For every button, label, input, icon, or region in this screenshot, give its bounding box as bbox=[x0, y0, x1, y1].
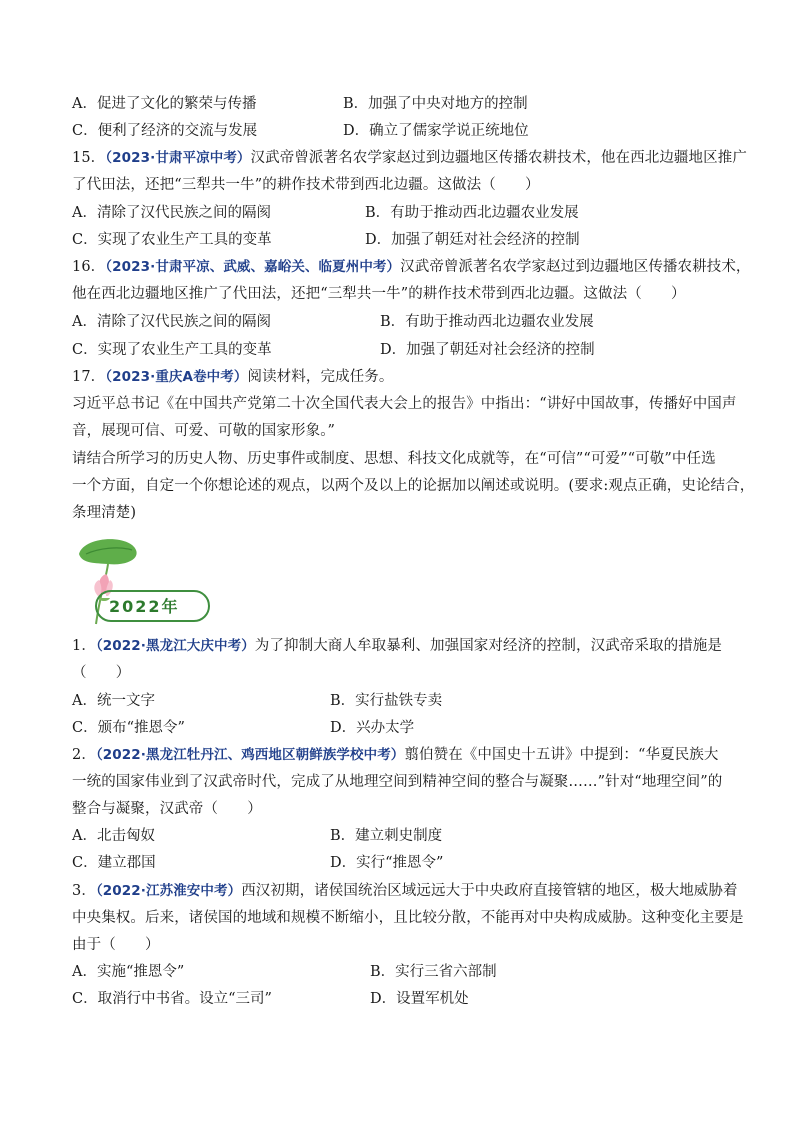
p3-option-c: C．取消行中书省。设立“三司” bbox=[72, 991, 272, 1007]
q16-option-b: B．有助于推动西北边疆农业发展 bbox=[380, 314, 594, 330]
q16-stem-line1 bbox=[72, 257, 751, 277]
q16-number: 16． bbox=[72, 259, 106, 275]
q17-number: 17． bbox=[72, 369, 106, 385]
p2-stem-text: 翦伯赞在《中国史十五讲》中提到：“华夏民族大 bbox=[404, 747, 719, 763]
p3-stem-line2: 中央集权。后来，诸侯国的地域和规模不断缩小，且比较分散，不能再对中央构成威胁。这种变化主要是 bbox=[72, 910, 744, 926]
p3-stem-text: 西汉初期，诸侯国统治区域远远大于中央政府直接管辖的地区，极大地威胁着 bbox=[241, 883, 738, 899]
q16-source: （2023·甘肃平凉、武威、嘉峪关、临夏州中考） bbox=[105, 259, 401, 275]
q16-option-d: D．加强了朝廷对社会经济的控制 bbox=[380, 342, 595, 358]
q15-option-d: D．加强了朝廷对社会经济的控制 bbox=[365, 232, 580, 248]
p3-option-b: B．实行三省六部制 bbox=[370, 964, 497, 980]
q17-task-line2: 一个方面，自定一个你想论述的观点，以两个及以上的论据加以阐述或说明。(要求:观点正确，史论结合， bbox=[72, 478, 755, 494]
q15-stem-line2: 了代田法，还把“三犁共一牛”的耕作技术带到西北边疆。这做法（ ） bbox=[72, 177, 540, 193]
p2-option-c: C．建立郡国 bbox=[72, 855, 156, 871]
p2-number: 2． bbox=[72, 747, 96, 763]
p2-stem-line3: 整合与凝聚，汉武帝（ ） bbox=[72, 801, 262, 817]
q17-material-line1: 习近平总书记《在中国共产党第二十次全国代表大会上的报告》中指出：“讲好中国故事，传播好中国声 bbox=[72, 396, 737, 412]
p2-stem-line1 bbox=[72, 745, 719, 765]
q17-task-line1: 请结合所学习的历史人物、历史事件或制度、思想、科技文化成就等，在“可信”“可爱”“可敬”中任选 bbox=[72, 451, 716, 467]
q15-option-b: B．有助于推动西北边疆农业发展 bbox=[365, 205, 579, 221]
p1-stem-line1 bbox=[72, 636, 722, 656]
p2-option-a: A．北击匈奴 bbox=[72, 828, 155, 844]
p3-number: 3． bbox=[72, 883, 96, 899]
q14-option-d: D．确立了儒家学说正统地位 bbox=[343, 123, 529, 139]
p3-stem-line1 bbox=[72, 881, 738, 901]
q15-option-c: C．实现了农业生产工具的变革 bbox=[72, 232, 272, 248]
p1-source: （2022·黑龙江大庆中考） bbox=[95, 638, 255, 654]
q16-stem-text: 汉武帝曾派著名农学家赵过到边疆地区传播农耕技术， bbox=[400, 259, 751, 275]
p3-source: （2022·江苏淮安中考） bbox=[95, 883, 242, 899]
q17-material-line2: 音，展现可信、可爱、可敬的国家形象。” bbox=[72, 423, 336, 439]
q17-stem-line1 bbox=[72, 367, 393, 387]
q16-option-a: A．清除了汉代民族之间的隔阂 bbox=[72, 314, 271, 330]
q14-option-c: C．便利了经济的交流与发展 bbox=[72, 123, 258, 139]
q16-option-c: C．实现了农业生产工具的变革 bbox=[72, 342, 272, 358]
p1-option-d: D．兴办太学 bbox=[330, 720, 415, 736]
q15-source: （2023·甘肃平凉中考） bbox=[105, 150, 251, 166]
q14-option-a: A．促进了文化的繁荣与传播 bbox=[72, 96, 257, 112]
q17-source: （2023·重庆A卷中考） bbox=[105, 369, 248, 385]
q15-stem-text: 汉武帝曾派著名农学家赵过到边疆地区传播农耕技术，他在西北边疆地区推广 bbox=[250, 150, 747, 166]
p1-number: 1． bbox=[72, 638, 96, 654]
p1-option-b: B．实行盐铁专卖 bbox=[330, 693, 443, 709]
q15-number: 15． bbox=[72, 150, 106, 166]
q17-stem-text: 阅读材料，完成任务。 bbox=[247, 369, 394, 385]
q15-option-a: A．清除了汉代民族之间的隔阂 bbox=[72, 205, 271, 221]
p3-stem-line3: 由于（ ） bbox=[72, 937, 160, 953]
p3-option-a: A．实施“推恩令” bbox=[72, 964, 185, 980]
q14-option-b: B．加强了中央对地方的控制 bbox=[343, 96, 528, 112]
p2-option-b: B．建立刺史制度 bbox=[330, 828, 443, 844]
year-section-label: 2022年 bbox=[109, 597, 180, 616]
q16-stem-line2: 他在西北边疆地区推广了代田法，还把“三犁共一牛”的耕作技术带到西北边疆。这做法（ ） bbox=[72, 286, 686, 302]
q17-task-line3: 条理清楚) bbox=[72, 505, 137, 521]
p1-stem-line2: （ ） bbox=[72, 665, 131, 681]
p1-option-a: A．统一文字 bbox=[72, 693, 155, 709]
p1-stem-text: 为了抑制大商人牟取暴利、加强国家对经济的控制，汉武帝采取的措施是 bbox=[254, 638, 722, 654]
p3-option-d: D．设置军机处 bbox=[370, 991, 469, 1007]
p2-option-d: D．实行“推恩令” bbox=[330, 855, 444, 871]
q15-stem-line1 bbox=[72, 148, 747, 168]
p2-stem-line2: 一统的国家伟业到了汉武帝时代，完成了从地理空间到精神空间的整合与凝聚……”针对“地理空间”的 bbox=[72, 774, 723, 790]
p1-option-c: C．颁布“推恩令” bbox=[72, 720, 185, 736]
p2-source: （2022·黑龙江牡丹江、鸡西地区朝鲜族学校中考） bbox=[95, 747, 405, 763]
